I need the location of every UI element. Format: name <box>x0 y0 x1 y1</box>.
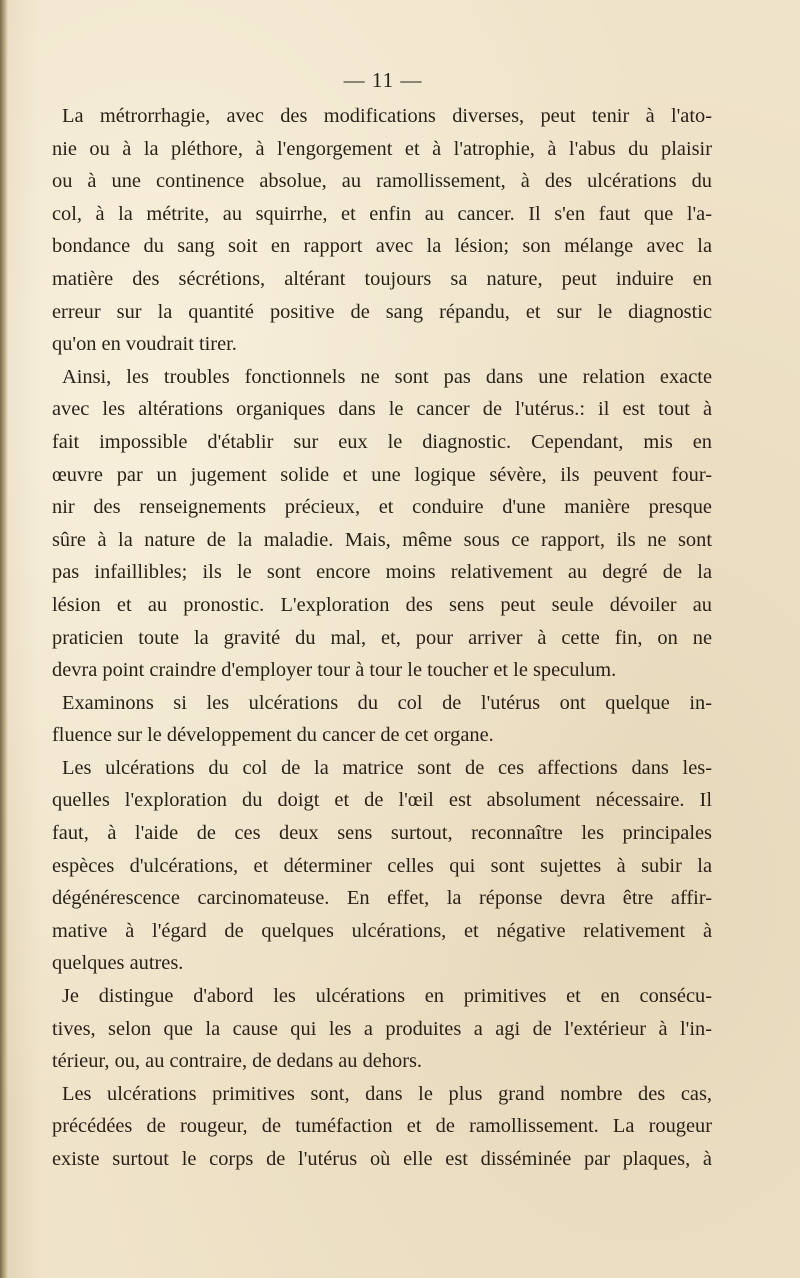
text-line: lésion et au pronostic. L'exploration des sens peut seule dévoiler au <box>52 593 712 616</box>
text-line: Examinons si les ulcérations du col de l'utérus ont quelque in- <box>62 691 712 714</box>
text-line: qu'on en voudrait tirer. <box>52 333 237 356</box>
text-line: faut, à l'aide de ces deux sens surtout, reconnaître les principales <box>52 822 712 845</box>
text-line: avec les altérations organiques dans le cancer de l'utérus.: il est tout à <box>52 398 712 421</box>
text-line: nir des renseignements précieux, et conduire d'une manière presque <box>52 496 712 519</box>
text-line: térieur, ou, au contraire, de dedans au dehors. <box>52 1050 423 1073</box>
text-line: tives, selon que la cause qui les a produites a agi de l'extérieur à l'in- <box>52 1017 712 1040</box>
text-line: matière des sécrétions, altérant toujours sa nature, peut induire en <box>52 267 712 290</box>
text-line: ou à une continence absolue, au ramollissement, à des ulcérations du <box>52 170 712 193</box>
text-line: sûre à la nature de la maladie. Mais, même sous ce rapport, ils ne sont <box>52 528 712 551</box>
text-line: praticien toute la gravité du mal, et, pour arriver à cette fin, on ne <box>52 626 712 649</box>
text-line: dégénérescence carcinomateuse. En effet, la réponse devra être affir- <box>52 887 712 910</box>
text-line: pas infaillibles; ils le sont encore moins relativement au degré de la <box>52 561 712 584</box>
text-line: existe surtout le corps de l'utérus où elle est disséminée par plaques, à <box>52 1148 712 1170</box>
text-line: erreur sur la quantité positive de sang répandu, et sur le diagnostic <box>52 300 712 323</box>
text-line: col, à la métrite, au squirrhe, et enfin au cancer. Il s'en faut que l'a- <box>52 202 712 225</box>
text-line: mative à l'égard de quelques ulcérations, et négative relativement à <box>52 919 712 942</box>
page-number: — 11 — <box>343 68 423 92</box>
text-line: espèces d'ulcérations, et déterminer celles qui sont sujettes à subir la <box>52 854 712 877</box>
text-line: nie ou à la pléthore, à l'engorgement et à l'atrophie, à l'abus du plaisir <box>52 137 712 160</box>
text-line: Les ulcérations du col de la matrice sont de ces affections dans les- <box>62 756 712 779</box>
text-line: œuvre par un jugement solide et une logique sévère, ils peuvent four- <box>52 463 712 486</box>
text-line: bondance du sang soit en rapport avec la lésion; son mélange avec la <box>52 235 712 258</box>
text-line: Ainsi, les troubles fonctionnels ne sont pas dans une relation exacte <box>62 365 712 388</box>
text-line: fait impossible d'établir sur eux le diagnostic. Cependant, mis en <box>52 430 712 453</box>
text-line: Je distingue d'abord les ulcérations en primitives et en consécu- <box>62 985 712 1008</box>
text-line: quelles l'exploration du doigt et de l'œil est absolument nécessaire. Il <box>52 789 712 812</box>
text-line: fluence sur le développement du cancer de cet organe. <box>52 724 494 747</box>
text-line: quelques autres. <box>52 952 184 975</box>
text-line: devra point craindre d'employer tour à tour le toucher et le speculum. <box>52 659 617 682</box>
text-line: précédées de rougeur, de tuméfaction et de ramollissement. La rougeur <box>52 1115 712 1138</box>
body-text <box>52 100 712 1176</box>
text-line: La métrorrhagie, avec des modifications diverses, peut tenir à l'ato- <box>62 105 712 127</box>
text-line: Les ulcérations primitives sont, dans le plus grand nombre des cas, <box>62 1082 712 1105</box>
